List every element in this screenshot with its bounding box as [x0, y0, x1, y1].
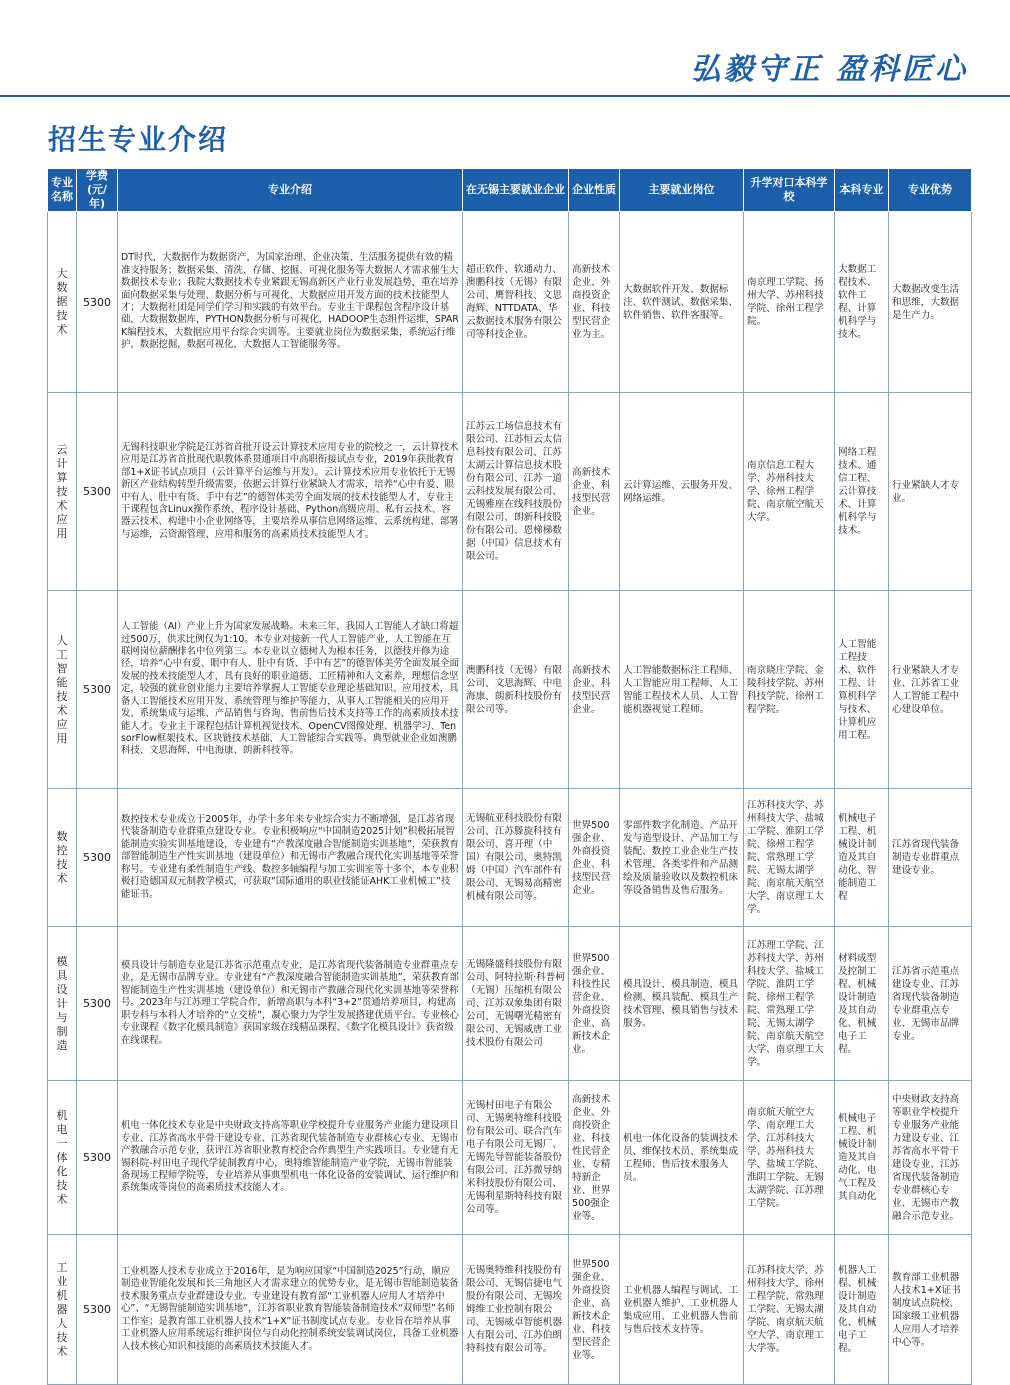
header-divider [0, 95, 1010, 97]
job-positions: 零部件数字化制造、产品开发与造型设计、产品加工与装配、数控工业企业生产技术管理、各类零件和产品测绘及质量验收以及数控机床等设备销售及售后服务。 [620, 789, 744, 927]
major-name: 机电一体化技术 [48, 1081, 77, 1235]
col-header-name: 专业名称 [48, 169, 77, 212]
job-positions: 模具设计、模具制造、模具检测、模具装配、模具生产技术管理、模具销售与技术服务。 [620, 927, 744, 1081]
bachelor-majors: 机器人工程、机械设计制造及其自动化、机械电子工程。 [835, 1235, 889, 1385]
majors-table [47, 168, 972, 1385]
col-header-jobs: 主要就业岗位 [620, 169, 744, 212]
header-motto: 弘毅守正 盈科匠心 [690, 52, 968, 87]
major-name: 云计算技术应用 [48, 393, 77, 591]
company-nature: 世界500强企业、外商投资企业、科技型民营企业。 [569, 789, 620, 927]
employer-companies: 无锡村田电子有限公司、无锡奥特维科技股份有限公司、联合汽车电子有限公司无锡厂、无锡先导智能装备股份有限公司、江苏微导纳米科技股份有限公司、无锡利星斯特科技有限公司等。 [463, 1081, 569, 1235]
major-name: 大数据技术 [48, 212, 77, 393]
table-row [48, 212, 972, 393]
bachelor-majors: 大数据工程技术、软件工程、计算机科学与技术。 [835, 212, 889, 393]
major-name: 人工智能技术应用 [48, 591, 77, 789]
tuition-fee: 5300 [77, 1081, 118, 1235]
company-nature: 世界500强企业、科技性民营企业、外商投资企业、高新技术企业。 [569, 927, 620, 1081]
major-advantage: 江苏省现代装备制造专业群重点建设专业。 [889, 789, 972, 927]
major-intro: 数控技术专业成立于2005年，办学十多年来专业综合实力不断增强，是江苏省现代装备制造专业群重点建设专业。专业积极响应“中国制造2025计划”积极拓展智能制造实验实训基地建设，专业建有“产教深度融合智能制造实训基地”，荣获教育部智能制造生产性实训基地（建设单位）和无锡市产教融合现代化实训基地等荣誉称号。专业建有柔性制造生产线、数控多轴编程与加工实训室等十多个，本专业积极打造德国双元制教学模式，可获取“国际通用的职业技能证AHK工业机械工”技能证书。 [118, 789, 463, 927]
major-intro: 工业机器人技术专业成立于2016年，是为响应国家“中国制造2025”行动，顺应制造业智能化发展和长三角地区人才需求建立的优势专业，是无锡市智能制造装备技术服务重点专业群建设专业。专业建设有教育部“工业机器人应用人才培养中心”、“无锡智能制造实训基地”，江苏省职业教育智能装备制造技术“双师型”名师工作室；是教育部工业机器人技术“1+X”证书制度试点专业。专业旨在培养从事工业机器人应用系统运行维护岗位与自动化控制系统安装调试岗位，具备工业机器人技术核心知识和技能的高素质技术技能人才。 [118, 1235, 463, 1385]
bachelor-schools: 江苏科技大学、苏州科技大学、徐州工程学院、常熟理工学院、无锡太湖学院、南京航天航空大学、南京理工大学等。 [744, 1235, 835, 1385]
table-row [48, 1081, 972, 1235]
company-nature: 高新技术企业、科技型民营企业。 [569, 591, 620, 789]
major-advantage: 中央财政支持高等职业学校提升专业服务产业能力建设专业、江苏省高水平骨干建设专业、江苏省现代装备制造专业群核心专业、无锡市产教融合示范专业。 [889, 1081, 972, 1235]
table-header-row [48, 169, 972, 212]
major-advantage: 教育部工业机器人技术1+X证书制度试点院校、国家级工业机器人应用人才培养中心等。 [889, 1235, 972, 1385]
job-positions: 云计算运维、云服务开发、网络运维。 [620, 393, 744, 591]
col-header-fee: 学费(元/年) [77, 169, 118, 212]
table-row [48, 1235, 972, 1385]
tuition-fee: 5300 [77, 789, 118, 927]
bachelor-schools: 南京航天航空大学、南京理工大学、江苏科技大学、苏州科技大学、盐城工学院、淮阴工学院、无锡太湖学院、江苏理工学院。 [744, 1081, 835, 1235]
table-row [48, 927, 972, 1081]
employer-companies: 澳鹏科技（无锡）有限公司、文思海辉、中电海康、朗新科技股份有限公司等。 [463, 591, 569, 789]
col-header-advantage: 专业优势 [889, 169, 972, 212]
job-positions: 人工智能数据标注工程师、人工智能应用工程师、人工智能工程技术人员、人工智能机器视觉工程师。 [620, 591, 744, 789]
major-intro: 无锡科技职业学院是江苏省首批开设云计算技术应用专业的院校之一，云计算技术应用是江苏省首批现代职教体系贯通项目中高职衔接试点专业，2019年获批教育部1+X证书试点项目（云计算平台运维与开发）。云计算技术应用专业依托于无锡新区产业结构转型升级需要，依据云计算行业紧缺人才需求，培养“心中有爱、眼中有人、肚中有货、手中有艺”的德智体美劳全面发展的技术技能型人才，专业主干课程包含Linux操作系统、程序设计基础、Python高级应用、私有云技术、容器云技术、构建中小企业网络等，主要培养从事信息网络运维、云系统构建、部署与运维，云资源管理、应用和服务的高素质技术技能型人才。 [118, 393, 463, 591]
bachelor-majors: 材料成型及控制工程、机械设计制造及其自动化、机械电子工程。 [835, 927, 889, 1081]
col-header-intro: 专业介绍 [118, 169, 463, 212]
company-nature: 高新技术企业、外商投资企业、科技性民营企业、专精特新企业、世界500强企业等。 [569, 1081, 620, 1235]
bachelor-majors: 人工智能工程技术、软件工程、计算机科学与技术、计算机应用工程。 [835, 591, 889, 789]
major-intro: 模具设计与制造专业是江苏省示范重点专业，是江苏省现代装备制造专业群重点专业，是无锡市品牌专业。专业建有“产教深度融合智能制造实训基地”，荣获教育部智能制造生产性实训基地（建设单位）和无锡市产教融合现代化实训基地等荣誉称号。2023年与江苏理工学院合作，新增高职与本科“3+2”贯通培养项目，构建高职专科与本科人才培养的“立交桥”，凝心聚力为学生发展搭建优质平台。专业核心专业课程《数字化模具制造》获国家级在线精品课程、《数字化模具设计》获省级在线课程。 [118, 927, 463, 1081]
employer-companies: 无锡航亚科技股份有限公司、江苏滕旋科技有限公司、喜开理（中国）有限公司、奥特凯姆（中国）汽车部件有限公司、无锡易高精密机械有限公司等。 [463, 789, 569, 927]
bachelor-majors: 机械电子工程、机械设计制造及其自动化、电气工程及其自动化 [835, 1081, 889, 1235]
bachelor-majors: 网络工程技术、通信工程、云计算技术、计算机科学与技术。 [835, 393, 889, 591]
bachelor-schools: 南京信息工程大学、苏州科技大学、徐州工程学院、南京航空航天大学。 [744, 393, 835, 591]
bachelor-schools: 江苏科技大学、苏州科技大学、盐城工学院、淮阴工学院、徐州工程学院、常熟理工学院、无锡太湖学院、南京航天航空大学、南京理工大学。 [744, 789, 835, 927]
major-advantage: 江苏省示范重点建设专业、江苏省现代装备制造专业群重点专业、无锡市品牌专业。 [889, 927, 972, 1081]
major-advantage: 大数据改变生活和思维，大数据是生产力。 [889, 212, 972, 393]
col-header-schools: 升学对口本科学校 [744, 169, 835, 212]
employer-companies: 无锡奥特维科技股份有限公司、无锡信捷电气股份有限公司、无锡埃姆维工业控制有限公司、无锡威卓智能机器人有限公司、江苏伯朗特科技有限公司等。 [463, 1235, 569, 1385]
major-advantage: 行业紧缺人才专业、江苏省工业人工智能工程中心建设单位。 [889, 591, 972, 789]
col-header-companies: 在无锡主要就业企业 [463, 169, 569, 212]
company-nature: 高新技术企业、外商投资企业、科技型民营企业为主。 [569, 212, 620, 393]
job-positions: 大数据软件开发、数据标注、软件测试、数据采集、软件销售、软件客服等。 [620, 212, 744, 393]
tuition-fee: 5300 [77, 212, 118, 393]
bachelor-schools: 南京理工学院、扬州大学、苏州科技学院、徐州工程学院。 [744, 212, 835, 393]
major-intro: DT时代，大数据作为数据资产，为国家治理、企业决策、生活服务提供有效的精准支持服务；数据采集、清洗、存储、挖掘、可视化服务等大数据人才需求催生大数据技术专业；我院大数据技术专业紧跟无锡高新区产业行业发展趋势，重在培养面向数据采集与处理、数据分析与可视化、大数据应用开发方面的技术技能型人才；大数据社团是同学们学习和实践的有效平台。专业主干课程包含程序设计基础，大数据数据库，PYTHON数据分析与可视化，HADOOP生态组件运维，SPARK编程技术，大数据应用平台综合实训等。主要就业岗位为数据采集，系统运行维护，数据挖掘，数据可视化，大数据人工智能服务等。 [118, 212, 463, 393]
tuition-fee: 5300 [77, 591, 118, 789]
employer-companies: 江苏云工场信息技术有限公司、江苏恒云太信息科技有限公司、江苏太湖云计算信息技术股份有限公司、江苏一道云科技发展有限公司、无锡雅座在线科技股份有限公司、朗新科技股份有限公司、恩梯梯数据（中国）信息技术有限公司。 [463, 393, 569, 591]
company-nature: 高新技术企业、科技型民营企业。 [569, 393, 620, 591]
table-row [48, 591, 972, 789]
bachelor-majors: 机械电子工程、机械设计制造及其自动化、智能制造工程 [835, 789, 889, 927]
major-name: 工业机器人技术 [48, 1235, 77, 1385]
major-advantage: 行业紧缺人才专业。 [889, 393, 972, 591]
employer-companies: 超正软件、软通动力、澳鹏科技（无锡）有限公司、鹰智科技、文思海辉、NTTDATA、华云数据技术服务有限公司等科技企业。 [463, 212, 569, 393]
major-intro: 机电一体化技术专业是中央财政支持高等职业学校提升专业服务产业能力建设项目专业、江苏省高水平骨干建设专业、江苏省现代装备制造专业群核心专业、无锡市产教融合示范专业，获评江苏省职业教育校企合作典型生产实践项目。专业建有无锡科院-村田电子现代学徒制教育中心，奥特维智能制造产业学院，无锡市智能装备现场工程师学院等，专业培养从事典型机电一体化设备的安装调试、运行维护和系统集成等岗位的高素质技术技能人才。 [118, 1081, 463, 1235]
tuition-fee: 5300 [77, 927, 118, 1081]
page-title: 招生专业介绍 [48, 123, 229, 156]
major-intro: 人工智能（AI）产业上升为国家发展战略。未来三年，我国人工智能人才缺口将超过500万，供求比例仅为1:10。本专业对接新一代人工智能产业，人工智能在互联网岗位薪酬排名中位列第三。本专业以立德树人为根本任务，以德技并修为途径，培养“心中有爱、眼中有人、肚中有货、手中有艺”的德智体美劳全面发展全面发展的技术技能型人才，具有良好的职业道德、工匠精神和人文素养，理想信念坚定，较强的就业创业能力主要培养掌握人工智能专业理论基础知识、应用技术，具备人工智能技术应用开发、系统管理与维护等能力，从事人工智能相关的应用开发、系统集成与运维、产品销售与咨询、售前售后技术支持等工作的高素质技术技能人才。专业主干课程包括计算机视觉技术、OpenCV图像处理、机器学习、TensorFlow框架技术、区块链技术基础、人工智能综合实践等。典型就业企业如澳鹏科技、文思海辉、中电海康、朗新科技等。 [118, 591, 463, 789]
job-positions: 工业机器人编程与调试、工业机器人维护、工业机器人集成应用、工业机器人售前与售后技术支持等。 [620, 1235, 744, 1385]
company-nature: 世界500强企业、外商投资企业、高新技术企业、科技型民营企业等。 [569, 1235, 620, 1385]
job-positions: 机电一体化设备的装调技术员、维保技术员、系统集成工程师、售后技术服务人员。 [620, 1081, 744, 1235]
table-row [48, 789, 972, 927]
col-header-majors: 本科专业 [835, 169, 889, 212]
table-row [48, 393, 972, 591]
major-name: 数控技术 [48, 789, 77, 927]
major-name: 模具设计与制造 [48, 927, 77, 1081]
bachelor-schools: 江苏理工学院、江苏科技大学、苏州科技大学、盐城工学院、淮阴工学院、徐州工程学院、常熟理工学院、无锡太湖学院、南京航天航空大学、南京理工大学。 [744, 927, 835, 1081]
tuition-fee: 5300 [77, 1235, 118, 1385]
employer-companies: 无锡隆盛科技股份有限公司、阿特拉斯·科普柯（无锡）压缩机有限公司、江苏双象集团有限公司、无锡曙光精密有限公司、无锡威唐工业技术股份有限公司 [463, 927, 569, 1081]
col-header-nature: 企业性质 [569, 169, 620, 212]
bachelor-schools: 南京晓庄学院、金陵科技学院、苏州科技学院、徐州工程学院。 [744, 591, 835, 789]
tuition-fee: 5300 [77, 393, 118, 591]
